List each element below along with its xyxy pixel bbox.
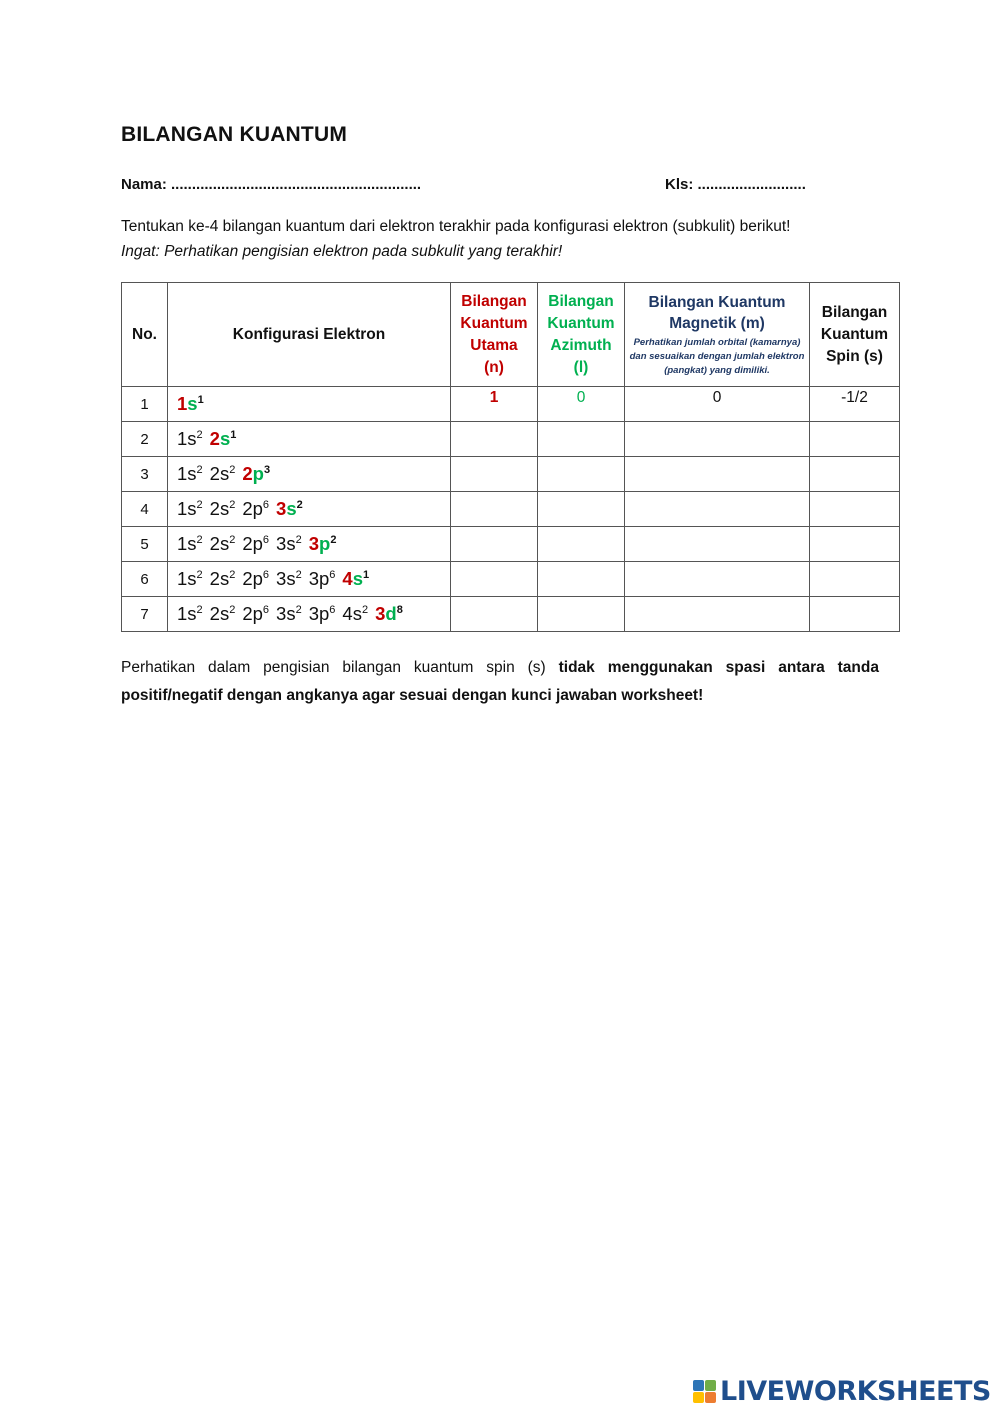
orbital-exponent: 2 bbox=[295, 534, 302, 546]
answer-m-cell[interactable] bbox=[625, 422, 810, 457]
table-header-row bbox=[122, 283, 900, 387]
orbital-exponent: 2 bbox=[229, 569, 236, 581]
orbital-exponent: 2 bbox=[229, 464, 236, 476]
answer-l-cell[interactable] bbox=[538, 562, 625, 597]
header-l-line: Bilangan bbox=[548, 292, 614, 310]
electron-configuration bbox=[168, 492, 451, 527]
orbital-term bbox=[210, 498, 236, 519]
orbital-term bbox=[210, 533, 236, 554]
brand-logo bbox=[693, 1374, 991, 1408]
answer-l-cell: 0 bbox=[538, 387, 625, 422]
logo-square bbox=[693, 1392, 704, 1403]
logo-square bbox=[705, 1380, 716, 1391]
orbital-label: 2p bbox=[242, 533, 263, 554]
header-m-note: Perhatikan jumlah orbital (kamarnya) dan sesuaikan dengan jumlah elektron (pangkat) yang dimiliki. bbox=[629, 336, 805, 376]
header-m-title: Magnetik (m) bbox=[669, 314, 765, 332]
orbital-term bbox=[276, 568, 302, 589]
last-subshell-level: 2 bbox=[209, 428, 220, 449]
orbital-term bbox=[242, 568, 269, 589]
orbital-label: 2s bbox=[209, 463, 230, 484]
last-subshell-type: s bbox=[352, 568, 364, 589]
table-body bbox=[122, 387, 900, 632]
answer-s-cell[interactable] bbox=[810, 422, 900, 457]
row-number: 1 bbox=[122, 387, 168, 422]
answer-l-cell[interactable] bbox=[538, 597, 625, 632]
last-subshell-type: p bbox=[319, 533, 331, 554]
orbital-term bbox=[177, 533, 203, 554]
electron-configuration bbox=[168, 387, 451, 422]
answer-m-cell[interactable] bbox=[625, 492, 810, 527]
orbital-term bbox=[242, 498, 269, 519]
orbital-label: 1s bbox=[177, 498, 197, 519]
last-subshell bbox=[375, 603, 403, 624]
header-n-line: Kuantum bbox=[460, 314, 528, 332]
answer-l-cell[interactable] bbox=[538, 422, 625, 457]
orbital-label: 2s bbox=[209, 603, 230, 624]
orbital-term bbox=[177, 463, 203, 484]
row-number: 5 bbox=[122, 527, 168, 562]
page-title: BILANGAN KUANTUM bbox=[121, 123, 348, 146]
header-m-title: Bilangan Kuantum bbox=[648, 293, 786, 311]
instruction-text: Tentukan ke-4 bilangan kuantum dari elektron terakhir pada konfigurasi elektron (subkulit) berikut! bbox=[121, 218, 791, 235]
row-number: 7 bbox=[122, 597, 168, 632]
orbital-exponent: 6 bbox=[329, 604, 336, 616]
electron-configuration bbox=[168, 422, 451, 457]
last-subshell-level: 3 bbox=[375, 603, 386, 624]
orbital-term bbox=[210, 463, 236, 484]
answer-s-cell[interactable] bbox=[810, 527, 900, 562]
orbital-label: 2s bbox=[209, 533, 230, 554]
class-field-line[interactable]: Kls: .......................... bbox=[665, 176, 806, 193]
orbital-term bbox=[210, 568, 236, 589]
table-row bbox=[122, 387, 900, 422]
orbital-exponent: 2 bbox=[196, 499, 203, 511]
header-l-line: Azimuth bbox=[550, 336, 612, 354]
electron-configuration bbox=[168, 562, 451, 597]
logo-square bbox=[705, 1392, 716, 1403]
orbital-term bbox=[276, 603, 302, 624]
orbital-term bbox=[242, 603, 269, 624]
orbital-exponent: 2 bbox=[229, 534, 236, 546]
answer-n-cell[interactable] bbox=[451, 562, 538, 597]
table-row bbox=[122, 457, 900, 492]
answer-n-cell[interactable] bbox=[451, 422, 538, 457]
answer-s-cell: -1/2 bbox=[810, 387, 900, 422]
last-subshell bbox=[242, 463, 270, 484]
answer-l-cell[interactable] bbox=[538, 457, 625, 492]
header-config: Konfigurasi Elektron bbox=[168, 283, 451, 387]
last-subshell bbox=[177, 393, 204, 414]
table-row bbox=[122, 597, 900, 632]
orbital-label: 2p bbox=[242, 603, 263, 624]
orbital-term bbox=[177, 498, 203, 519]
instruction-note: Ingat: Perhatikan pengisian elektron pada subkulit yang terakhir! bbox=[121, 243, 563, 260]
orbital-exponent: 2 bbox=[361, 604, 369, 616]
answer-m-cell[interactable] bbox=[625, 562, 810, 597]
answer-m-cell[interactable] bbox=[625, 457, 810, 492]
last-subshell-exponent: 3 bbox=[263, 464, 271, 476]
header-s-line: Kuantum bbox=[820, 325, 889, 343]
orbital-label: 3p bbox=[308, 603, 330, 624]
orbital-term bbox=[177, 428, 203, 449]
answer-n-cell[interactable] bbox=[451, 527, 538, 562]
table-row bbox=[122, 527, 900, 562]
orbital-label: 3p bbox=[308, 568, 330, 589]
last-subshell-level: 4 bbox=[342, 568, 353, 589]
orbital-term bbox=[177, 603, 203, 624]
answer-l-cell[interactable] bbox=[538, 492, 625, 527]
footer-note-normal: Perhatikan dalam pengisian bilangan kuantum spin (s) bbox=[121, 659, 559, 676]
orbital-label: 1s bbox=[177, 428, 197, 449]
header-spin-quantum bbox=[810, 283, 900, 387]
last-subshell-level: 3 bbox=[308, 533, 320, 554]
last-subshell-type: s bbox=[286, 498, 297, 519]
row-number: 2 bbox=[122, 422, 168, 457]
orbital-exponent: 2 bbox=[229, 499, 236, 511]
last-subshell bbox=[309, 533, 337, 554]
row-number: 4 bbox=[122, 492, 168, 527]
answer-n-cell[interactable] bbox=[451, 457, 538, 492]
orbital-term bbox=[342, 603, 368, 624]
header-n-line: Utama bbox=[470, 336, 518, 354]
header-n-line: (n) bbox=[484, 358, 504, 376]
orbital-exponent: 2 bbox=[295, 569, 302, 581]
last-subshell-exponent: 8 bbox=[396, 604, 403, 616]
last-subshell-exponent: 2 bbox=[330, 534, 337, 546]
logo-square bbox=[693, 1380, 704, 1391]
answer-s-cell[interactable] bbox=[810, 562, 900, 597]
header-principal-quantum bbox=[451, 283, 538, 387]
answer-s-cell[interactable] bbox=[810, 492, 900, 527]
orbital-exponent: 2 bbox=[229, 604, 236, 616]
orbital-exponent: 6 bbox=[262, 604, 270, 616]
footer-note-bold: tidak menggunakan spasi antara tanda positif/negatif dengan angkanya agar sesuai dengan kunci jawaban worksheet! bbox=[121, 659, 879, 704]
last-subshell-exponent: 1 bbox=[363, 569, 370, 581]
orbital-label: 3s bbox=[276, 603, 296, 624]
last-subshell-type: s bbox=[219, 428, 231, 449]
liveworksheets-logo-icon bbox=[693, 1380, 716, 1403]
last-subshell-exponent: 1 bbox=[197, 394, 204, 406]
quantum-number-table bbox=[121, 282, 900, 632]
last-subshell-level: 1 bbox=[177, 393, 188, 414]
last-subshell-type: d bbox=[385, 603, 397, 624]
header-magnetic-quantum bbox=[625, 283, 810, 387]
orbital-label: 2s bbox=[209, 498, 230, 519]
footer-note bbox=[121, 654, 879, 710]
answer-n-cell: 1 bbox=[451, 387, 538, 422]
answer-s-cell[interactable] bbox=[810, 597, 900, 632]
orbital-term bbox=[276, 533, 302, 554]
answer-m-cell: 0 bbox=[625, 387, 810, 422]
brand-text: LIVEWORKSHEETS bbox=[720, 1375, 991, 1407]
orbital-exponent: 6 bbox=[329, 569, 336, 581]
answer-l-cell[interactable] bbox=[538, 527, 625, 562]
table-row bbox=[122, 492, 900, 527]
name-field-line[interactable]: Nama: ............................................................ bbox=[121, 176, 422, 193]
orbital-term bbox=[210, 603, 236, 624]
row-number: 6 bbox=[122, 562, 168, 597]
header-s-line: Spin (s) bbox=[826, 347, 883, 365]
answer-s-cell[interactable] bbox=[810, 457, 900, 492]
header-no: No. bbox=[122, 283, 168, 387]
last-subshell-exponent: 1 bbox=[230, 429, 237, 441]
last-subshell-exponent: 2 bbox=[296, 499, 303, 511]
orbital-exponent: 2 bbox=[295, 604, 302, 616]
header-s-line: Bilangan bbox=[821, 303, 888, 321]
table-row bbox=[122, 562, 900, 597]
answer-m-cell[interactable] bbox=[625, 527, 810, 562]
last-subshell bbox=[210, 428, 237, 449]
orbital-exponent: 2 bbox=[196, 604, 203, 616]
electron-configuration bbox=[168, 597, 451, 632]
orbital-label: 1s bbox=[177, 533, 197, 554]
last-subshell-type: p bbox=[252, 463, 264, 484]
orbital-term bbox=[309, 603, 336, 624]
orbital-term bbox=[309, 568, 336, 589]
orbital-label: 2p bbox=[242, 568, 263, 589]
orbital-label: 2p bbox=[242, 498, 263, 519]
orbital-label: 1s bbox=[177, 463, 197, 484]
orbital-exponent: 2 bbox=[196, 429, 203, 441]
last-subshell bbox=[342, 568, 369, 589]
orbital-label: 1s bbox=[177, 568, 197, 589]
orbital-term bbox=[177, 568, 203, 589]
last-subshell-level: 2 bbox=[242, 463, 253, 484]
answer-n-cell[interactable] bbox=[451, 597, 538, 632]
electron-configuration bbox=[168, 527, 451, 562]
header-l-line: (l) bbox=[573, 358, 589, 376]
last-subshell-level: 3 bbox=[276, 498, 287, 519]
answer-n-cell[interactable] bbox=[451, 492, 538, 527]
orbital-label: 4s bbox=[342, 603, 362, 624]
orbital-exponent: 6 bbox=[262, 499, 270, 511]
header-n-line: Bilangan bbox=[461, 292, 527, 310]
electron-configuration bbox=[168, 457, 451, 492]
orbital-exponent: 6 bbox=[262, 569, 270, 581]
last-subshell bbox=[276, 498, 303, 519]
row-number: 3 bbox=[122, 457, 168, 492]
orbital-exponent: 2 bbox=[196, 569, 203, 581]
header-azimuthal-quantum bbox=[538, 283, 625, 387]
orbital-term bbox=[242, 533, 269, 554]
orbital-label: 2s bbox=[209, 568, 230, 589]
table-row bbox=[122, 422, 900, 457]
orbital-label: 3s bbox=[276, 533, 296, 554]
header-l-line: Kuantum bbox=[547, 314, 615, 332]
orbital-exponent: 6 bbox=[262, 534, 270, 546]
orbital-label: 3s bbox=[276, 568, 296, 589]
answer-m-cell[interactable] bbox=[625, 597, 810, 632]
last-subshell-type: s bbox=[187, 393, 198, 414]
orbital-exponent: 2 bbox=[196, 534, 203, 546]
orbital-label: 1s bbox=[177, 603, 197, 624]
orbital-exponent: 2 bbox=[196, 464, 203, 476]
